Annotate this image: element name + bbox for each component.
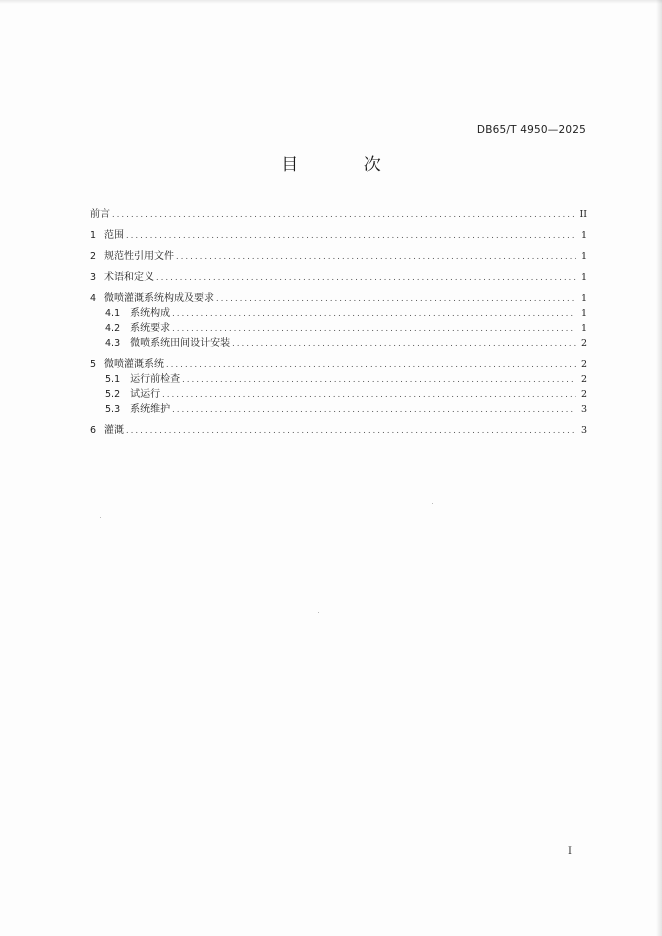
toc-title: 目 次	[281, 155, 411, 175]
toc-entry-page: 2	[580, 389, 587, 400]
toc-entry-number: 5.3	[105, 404, 121, 415]
toc-entry-label: 微喷系统田间设计安装	[130, 338, 231, 349]
toc-entry[interactable]	[90, 291, 587, 306]
toc-entry-label: 术语和定义	[104, 272, 155, 283]
toc-entry[interactable]	[90, 423, 587, 438]
toc-entry[interactable]	[90, 336, 587, 351]
toc-dot-leader	[112, 207, 576, 222]
toc-entry-number: 1	[90, 230, 97, 241]
toc-entry-number: 5	[90, 359, 97, 370]
toc-entry[interactable]	[90, 387, 587, 402]
toc-entry-number: 3	[90, 272, 97, 283]
toc-entry-label: 运行前检查	[130, 374, 181, 385]
toc-entry-page: 2	[580, 359, 587, 370]
table-of-contents	[90, 207, 587, 438]
toc-entry-page: 3	[580, 404, 587, 415]
toc-entry-label: 微喷灌溉系统	[104, 359, 165, 370]
toc-entry-number: 5.2	[105, 389, 121, 400]
toc-entry-number: 5.1	[105, 374, 121, 385]
toc-entry[interactable]	[90, 270, 587, 285]
toc-entry-number: 4.2	[105, 323, 121, 334]
scan-speck	[318, 612, 319, 613]
toc-entry-page: 3	[580, 425, 587, 436]
toc-entry-page: 2	[580, 374, 587, 385]
toc-entry-label: 范围	[104, 230, 125, 241]
toc-entry-label: 规范性引用文件	[104, 251, 175, 262]
toc-entry-label: 灌溉	[104, 425, 125, 436]
toc-entry[interactable]	[90, 249, 587, 264]
page-right-edge	[656, 0, 662, 936]
toc-entry[interactable]	[90, 402, 587, 417]
toc-dot-leader	[126, 423, 576, 438]
toc-entry-page: 1	[580, 272, 587, 283]
toc-entry-label: 微喷灌溉系统构成及要求	[104, 293, 215, 304]
scan-speck	[100, 517, 101, 518]
toc-entry[interactable]	[90, 207, 587, 222]
toc-dot-leader	[182, 372, 576, 387]
toc-entry-label: 系统维护	[130, 404, 171, 415]
toc-dot-leader	[216, 291, 576, 306]
toc-dot-leader	[172, 402, 576, 417]
toc-entry[interactable]	[90, 306, 587, 321]
toc-entry-page: 1	[580, 308, 587, 319]
toc-dot-leader	[126, 228, 576, 243]
toc-entry-number: 2	[90, 251, 97, 262]
toc-dot-leader	[232, 336, 576, 351]
toc-entry-page: 1	[580, 323, 587, 334]
scan-speck	[432, 503, 433, 504]
toc-entry-number: 4	[90, 293, 97, 304]
toc-entry-label: 前言	[90, 209, 110, 220]
toc-entry-page: II	[579, 209, 587, 220]
toc-entry[interactable]	[90, 321, 587, 336]
toc-entry-number: 4.1	[105, 308, 121, 319]
toc-dot-leader	[156, 270, 576, 285]
toc-entry-label: 系统构成	[130, 308, 171, 319]
toc-entry-number: 6	[90, 425, 97, 436]
toc-entry-number: 4.3	[105, 338, 121, 349]
toc-entry-label: 试运行	[130, 389, 161, 400]
page-number: I	[568, 846, 572, 857]
toc-dot-leader	[176, 249, 576, 264]
toc-dot-leader	[162, 387, 576, 402]
toc-dot-leader	[166, 357, 576, 372]
toc-dot-leader	[172, 306, 576, 321]
toc-entry-page: 1	[580, 293, 587, 304]
toc-entry-page: 1	[580, 251, 587, 262]
document-code: DB65/T 4950—2025	[476, 124, 586, 136]
toc-entry-page: 1	[580, 230, 587, 241]
toc-entry[interactable]	[90, 228, 587, 243]
toc-dot-leader	[172, 321, 576, 336]
toc-entry[interactable]	[90, 357, 587, 372]
page-top-edge	[0, 0, 662, 4]
toc-entry-page: 2	[580, 338, 587, 349]
toc-entry-label: 系统要求	[130, 323, 171, 334]
toc-entry[interactable]	[90, 372, 587, 387]
